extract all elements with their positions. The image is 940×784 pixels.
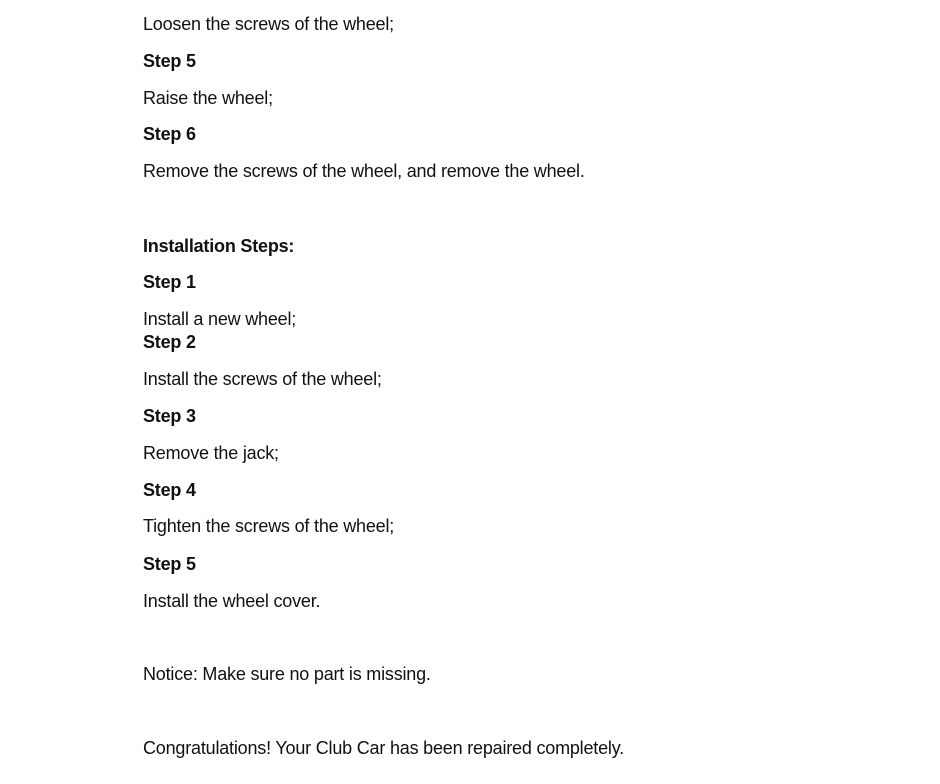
installation-heading: Installation Steps: (143, 236, 295, 256)
installation-step3-text: Remove the jack; (143, 443, 279, 463)
congratulations-text: Congratulations! Your Club Car has been repaired completely. (143, 738, 624, 758)
installation-step1-heading: Step 1 (143, 272, 196, 292)
installation-step4-heading: Step 4 (143, 480, 196, 500)
installation-step1-text: Install a new wheel; (143, 309, 297, 329)
installation-step2-text: Install the screws of the wheel; (143, 369, 382, 389)
removal-step5-text: Raise the wheel; (143, 88, 273, 108)
removal-step6-text: Remove the screws of the wheel, and remove the wheel. (143, 161, 585, 181)
installation-step4-text: Tighten the screws of the wheel; (143, 516, 395, 536)
removal-step5-heading: Step 5 (143, 51, 196, 71)
installation-step5-heading: Step 5 (143, 554, 196, 574)
installation-step3-heading: Step 3 (143, 406, 196, 426)
removal-step6-heading: Step 6 (143, 124, 196, 144)
removal-step4-text: Loosen the screws of the wheel; (143, 14, 394, 34)
installation-step5-text: Install the wheel cover. (143, 591, 321, 611)
installation-step2-heading: Step 2 (143, 332, 196, 352)
notice-text: Notice: Make sure no part is missing. (143, 664, 431, 684)
